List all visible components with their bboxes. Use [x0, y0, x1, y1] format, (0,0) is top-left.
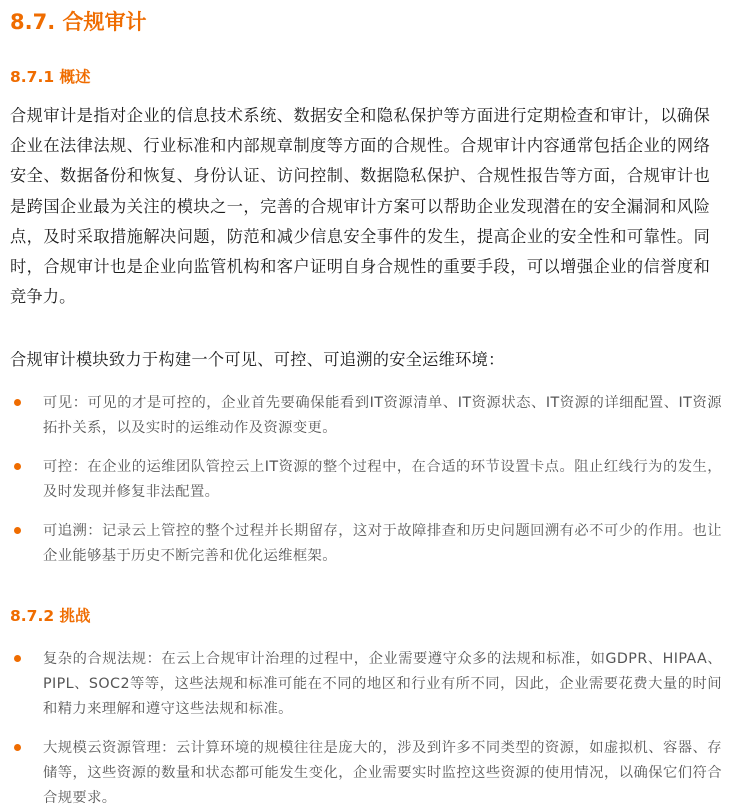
bullet-dot-icon [14, 463, 21, 470]
overview-paragraph: 合规审计是指对企业的信息技术系统、数据安全和隐私保护等方面进行定期检查和审计，以确保企业在法律法规、行业标准和内部规章制度等方面的合规性。合规审计内容通常包括企业的网络安全、数据备份和恢复、身份认证、访问控制、数据隐私保护、合规性报告等方面，合规审计也是跨国企业最为关注的模块之一，完善的合规审计方案可以帮助企业发现潜在的安全漏洞和风险点，及时采取措施解决问题，防范和减少信息安全事件的发生，提高企业的安全性和可靠性。同时，合规审计也是企业向监管机构和客户证明自身合规性的重要手段，可以增强企业的信誉度和竞争力。 [10, 106, 710, 307]
bullet-text: 复杂的合规法规：在云上合规审计治理的过程中，企业需要遵守众多的法规和标准，如GDPR、HIPAA、PIPL、SOC2等等，这些法规和标准可能在不同的地区和行业有所不同，因此，企业需要花费大量的时间和精力来理解和遵守这些法规和标准。 [43, 651, 722, 717]
section-title: 8.7. 合规审计 [10, 10, 147, 34]
bullet-dot-icon [14, 527, 21, 534]
bullet-text: 可见：可见的才是可控的，企业首先要确保能看到IT资源清单、IT资源状态、IT资源的详细配置、IT资源拓扑关系，以及实时的运维动作及资源变更。 [43, 395, 722, 436]
list-item-traceable [10, 519, 722, 569]
overview-heading: 8.7.1 概述 [10, 68, 91, 86]
challenges-bullet-list [10, 647, 722, 811]
list-item-compliance-regulations [10, 647, 722, 722]
list-item-controllable [10, 455, 722, 505]
challenges-heading: 8.7.2 挑战 [10, 607, 91, 625]
list-item-cloud-resource-management [10, 736, 722, 811]
bullet-dot-icon [14, 655, 21, 662]
bullet-dot-icon [14, 399, 21, 406]
overview-lead-text: 合规审计模块致力于构建一个可见、可控、可追溯的安全运维环境： [10, 350, 505, 369]
bullet-dot-icon [14, 744, 21, 751]
overview-bullet-list [10, 391, 722, 569]
bullet-text: 大规模云资源管理：云计算环境的规模往往是庞大的，涉及到许多不同类型的资源，如虚拟机、容器、存储等，这些资源的数量和状态都可能发生变化，企业需要实时监控这些资源的使用情况，以确保它们符合合规要求。 [43, 740, 722, 806]
bullet-text: 可控：在企业的运维团队管控云上IT资源的整个过程中，在合适的环节设置卡点。阻止红线行为的发生，及时发现并修复非法配置。 [43, 459, 722, 500]
bullet-text: 可追溯：记录云上管控的整个过程并长期留存，这对于故障排查和历史问题回溯有必不可少的作用。也让企业能够基于历史不断完善和优化运维框架。 [43, 523, 722, 564]
list-item-visible [10, 391, 722, 441]
